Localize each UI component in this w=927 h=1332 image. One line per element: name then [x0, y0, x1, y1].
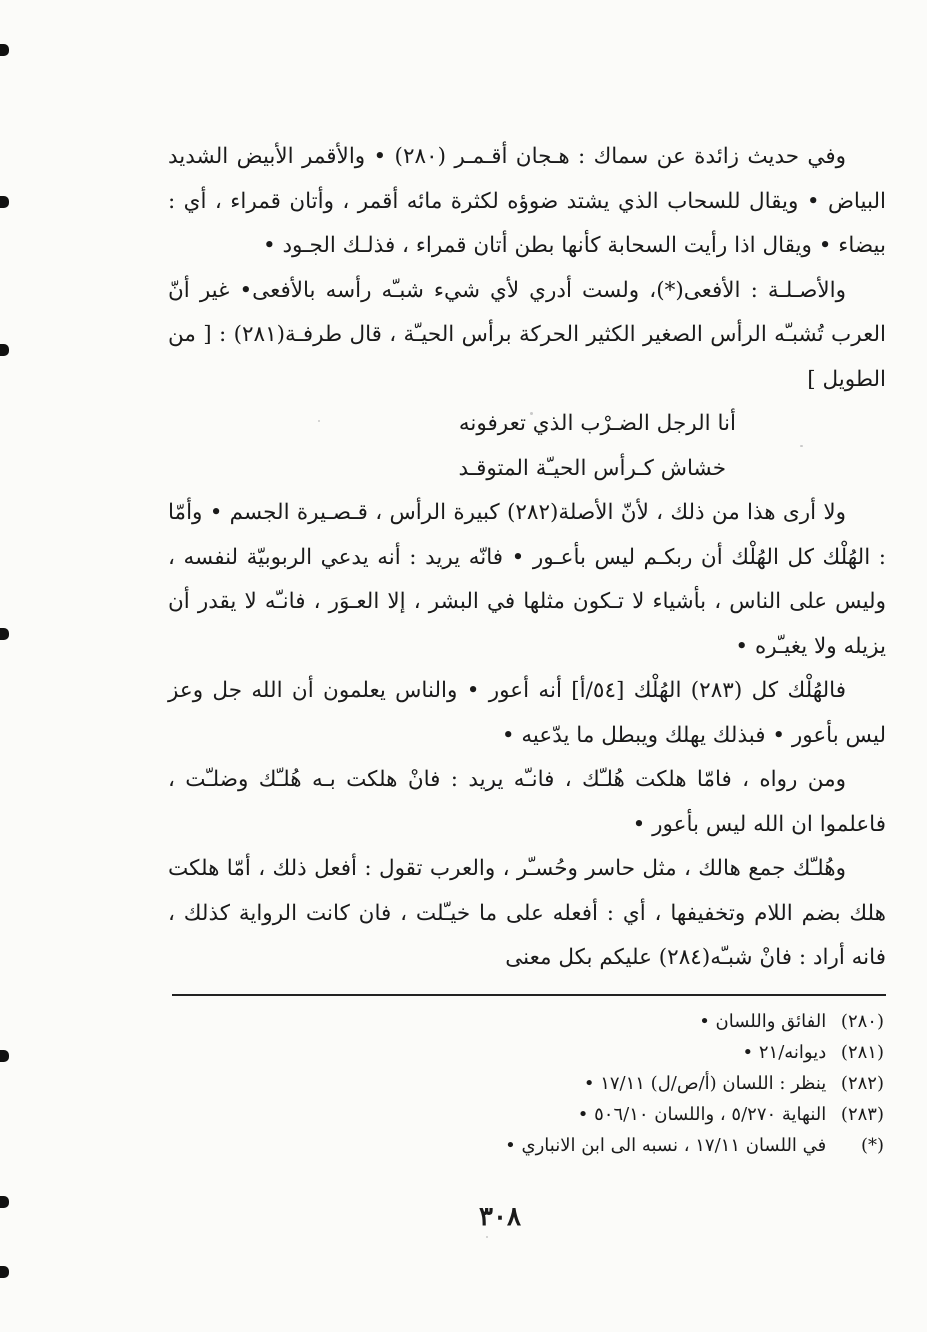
binding-mark — [0, 1266, 9, 1278]
binding-mark — [0, 628, 9, 640]
footnote-text: الفائق واللسان • — [699, 1011, 827, 1032]
footnote-item — [300, 1099, 884, 1130]
footnote-item — [300, 1037, 884, 1068]
footnote-item — [300, 1130, 884, 1161]
scan-speck — [486, 1236, 488, 1238]
footnote-text: ديوانه/٢١ • — [742, 1042, 827, 1063]
footnote-number: (*) — [860, 1135, 884, 1156]
footnote-number: (٢٨٢) — [840, 1073, 884, 1094]
paragraph-5: ومن رواه ، فامّا هلكت هُلـّك ، فانـّه يريد : فانْ هلكت بـه هُلـّك وضلـّت ، فاعلموا ان الله ليس بأعور • — [168, 767, 886, 837]
paragraph-3: ولا أرى هذا من ذلك ، لأنّ الأصلة(٢٨٢) كبيرة الرأس ، قـصـيرة الجسم • وأمّا : الهُلْك كل الهُلْك أن ربكـم ليس بأعـور • فانّه يريد : أنه يدعي الربوبيّة لنفسه ، وليس على الناس ، بأشياء لا تـكون مثلها في البشر ، إلا العـوَر ، فانـّه لا يقدر أن يزيله ولا يغيـّره • — [168, 500, 886, 659]
footnote-number: (٢٨٣) — [840, 1104, 884, 1125]
binding-mark — [0, 344, 9, 356]
footnote-text: النهاية ٥/٢٧٠ ، واللسان ٥٠٦/١٠ • — [577, 1104, 827, 1125]
paragraph-4: فالهُلْك كل (٢٨٣) الهُلْك [٥٤/أ] أنه أعور • والناس يعلمون أن الله جل وعز ليس بأعور • فبذلك يهلك ويبطل ما يدّعيه • — [168, 678, 886, 748]
body-text — [168, 135, 886, 981]
footnote-number: (٢٨١) — [840, 1042, 884, 1063]
footnotes-list — [300, 1006, 884, 1161]
paragraph-2: والأصـلـة : الأفعى(*)، ولست أدري لأي شيء شبـّه رأسه بالأفعى• غير أنّ العرب تُشبـّه الرأس الصغير الكثير الحركة برأس الحيـّة ، قال طرفـة(٢٨١) : [ من الطويل ] — [168, 277, 887, 392]
footnote-item — [300, 1006, 884, 1037]
binding-mark — [0, 1050, 9, 1062]
paragraph-1: وفي حديث زائدة عن سماك : هـجان أقـمـر (٢٨٠) • والأقمر الأبيض الشديد البياض • ويقال للسحاب الذي يشتد ضوؤه لكثرة مائه أقمر ، وأتان قمراء ، أي : بيضاء • ويقال اذا رأيت السحابة كأنها بطن أتان قمراء ، فذلـك الجـود • — [168, 144, 886, 258]
binding-mark — [0, 1196, 9, 1208]
footnote-text: في اللسان ١٧/١١ ، نسبه الى ابن الانباري • — [505, 1135, 827, 1156]
binding-mark — [0, 196, 9, 208]
verse-line-1: أنا الرجل الضـرْب الذي تعرفونه — [458, 411, 736, 436]
footnote-number: (٢٨٠) — [840, 1011, 884, 1032]
verse-line-2: خشاش كـرأس الحيـّة المتوقـد — [458, 455, 726, 481]
binding-mark — [0, 44, 9, 56]
page-number: ٣٠٨ — [479, 1202, 521, 1232]
footnote-divider — [172, 994, 886, 996]
paragraph-6: وهُلـّك جمع هالك ، مثل حاسر وحُسـّر ، والعرب تقول : أفعل ذلك ، أمّا هلكت هلك بضم اللام وتخفيفها ، أي : أفعله على ما خيـّلت ، فان كانت الرواية كذلك ، فانه أراد : فانْ شبـّه(٢٨٤) عليكم بكل معنى — [168, 856, 886, 970]
footnote-text: ينظر : اللسان (أ/ص/ل) ١٧/١١ • — [583, 1073, 827, 1094]
footnote-item — [300, 1068, 884, 1099]
